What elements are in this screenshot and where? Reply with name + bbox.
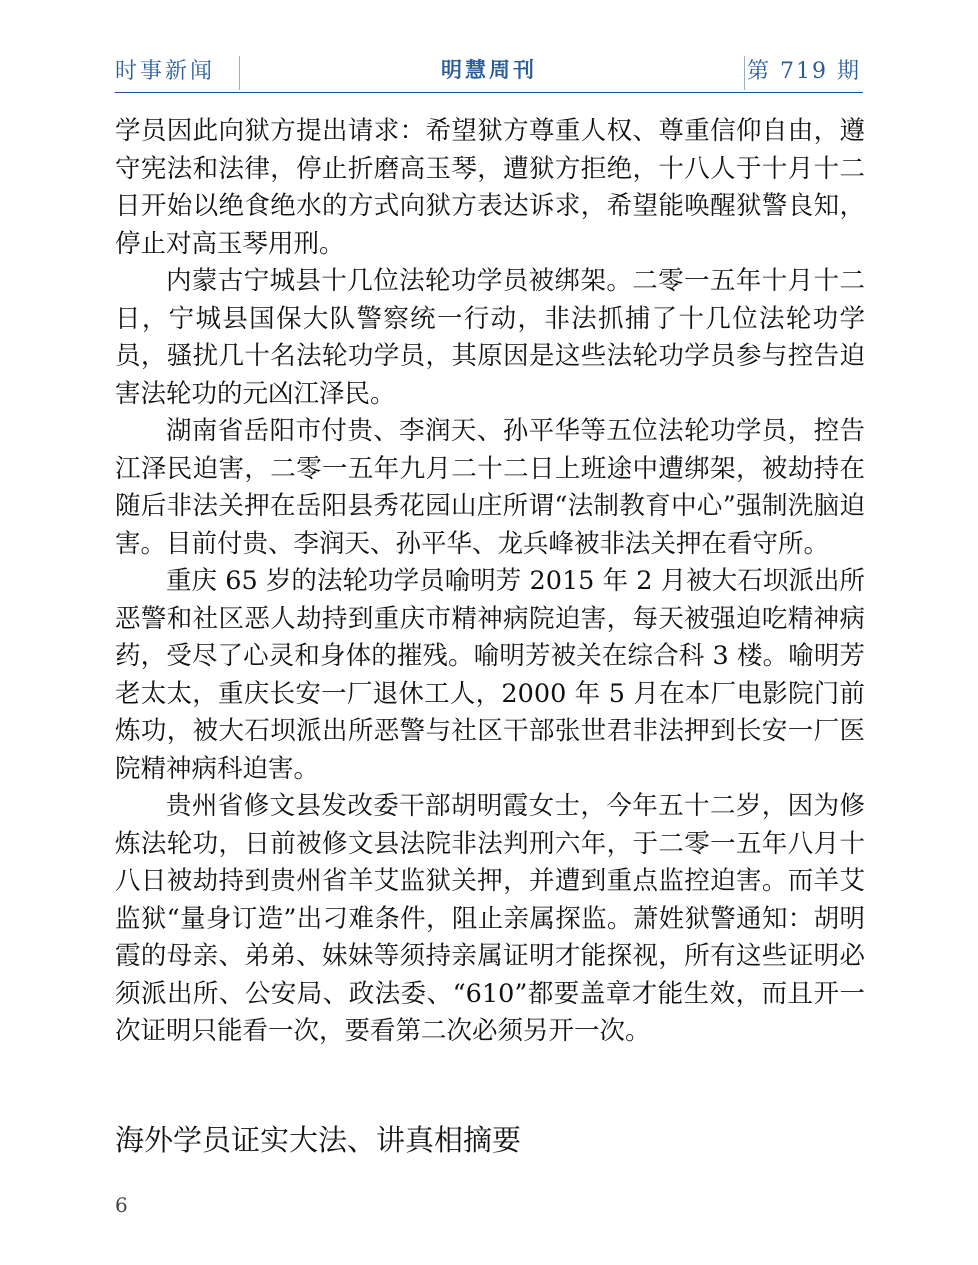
paragraph-guizhou-xiuwen: 贵州省修文县发改委干部胡明霞女士，今年五十二岁，因为修炼法轮功，日前被修文县法院非法判刑六年，于二零一五年八月十八日被劫持到贵州省羊艾监狱关押，并遭到重点监控迫害。而羊艾监狱“量身订造”出刁难条件，阻止亲属探监。萧姓狱警通知：胡明霞的母亲、弟弟、妹妹等须持亲属证明才能探视，所有这些证明必须派出所、公安局、政法委、“610”都要盖章才能生效，而且开一次证明只能看一次，要看第二次必须另开一次。 [115, 791, 865, 1046]
section-heading: 海外学员证实大法、讲真相摘要 [115, 1123, 522, 1157]
paragraph-hunan-yueyang: 湖南省岳阳市付贵、李润天、孙平华等五位法轮功学员，控告江泽民迫害，二零一五年九月二十二日上班途中遭绑架，被劫持在随后非法关押在岳阳县秀花园山庄所谓“法制教育中心”强制洗脑迫害。目前付贵、李润天、孙平华、龙兵峰被非法关押在看守所。 [115, 416, 865, 559]
header-publication-title: 明慧周刊 [441, 57, 537, 82]
page-header [115, 50, 863, 93]
paragraph-continuation: 学员因此向狱方提出请求：希望狱方尊重人权、尊重信仰自由，遵守宪法和法律，停止折磨高玉琴，遭狱方拒绝，十八人于十月十二日开始以绝食绝水的方式向狱方表达诉求，希望能唤醒狱警良知，停止对高玉琴用刑。 [115, 116, 865, 259]
paragraph-chongqing: 重庆 65 岁的法轮功学员喻明芳 2015 年 2 月被大石坝派出所恶警和社区恶人劫持到重庆市精神病院迫害，每天被强迫吃精神病药，受尽了心灵和身体的摧残。喻明芳被关在综合科 3 楼。喻明芳老太太，重庆长安一厂退休工人，2000 年 5 月在本厂电影院门前炼功，被大石坝派出所恶警与社区干部张世君非法押到长安一厂医院精神病科迫害。 [115, 566, 865, 784]
article-body [115, 113, 865, 1051]
header-issue-number: 第 719 期 [747, 59, 861, 84]
header-divider-right [744, 56, 745, 90]
page-number: 6 [115, 1193, 128, 1217]
paragraph-inner-mongolia: 内蒙古宁城县十几位法轮功学员被绑架。二零一五年十月十二日，宁城县国保大队警察统一行动，非法抓捕了十几位法轮功学员，骚扰几十名法轮功学员，其原因是这些法轮功学员参与控告迫害法轮功的元凶江泽民。 [115, 266, 865, 409]
header-section-label: 时事新闻 [115, 59, 216, 84]
